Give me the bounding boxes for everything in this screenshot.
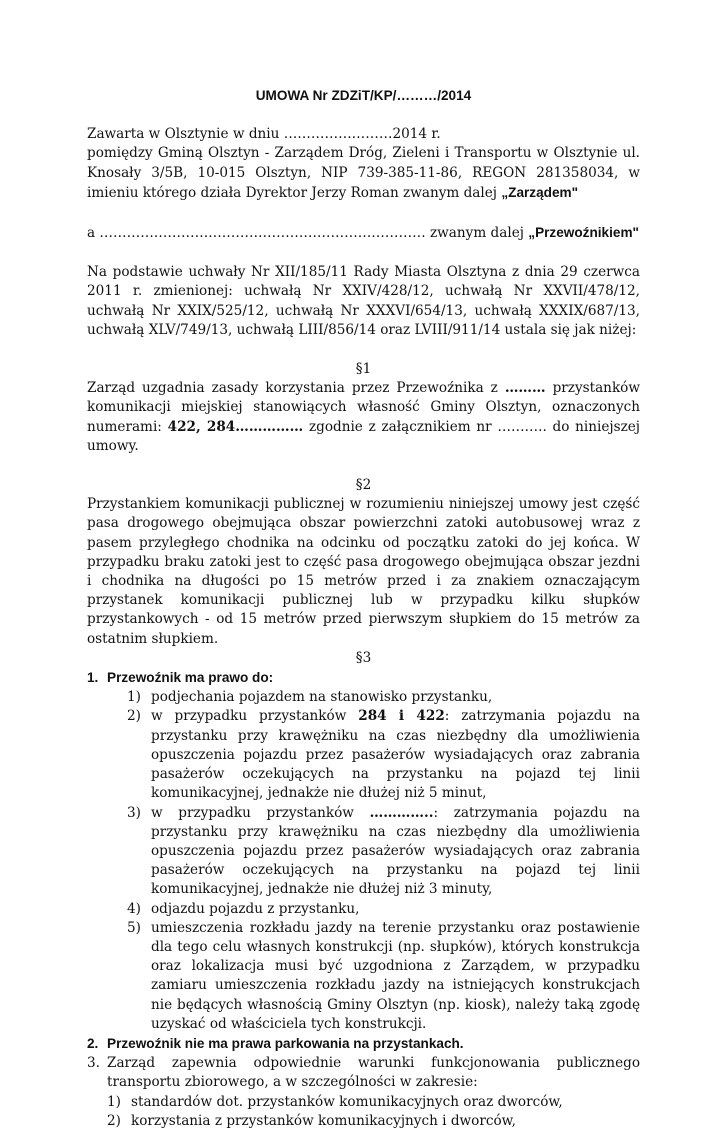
s3-p2-num: 2. xyxy=(87,1035,99,1051)
contract-title: UMOWA Nr ZDZiT/KP/………/2014 xyxy=(255,88,472,103)
item-num: 3) xyxy=(127,804,141,821)
party2-line xyxy=(87,223,640,243)
item-num: 2) xyxy=(127,708,141,725)
s1-count: ……… xyxy=(504,380,546,397)
s1-stop-numbers: 422, 284…………… xyxy=(167,418,304,435)
item-text: w przypadku przystanków xyxy=(151,804,370,821)
section-2-heading: §2 xyxy=(355,477,372,494)
item-num: 1) xyxy=(107,1093,121,1110)
item-num: 4) xyxy=(127,900,141,917)
s3-point-2 xyxy=(87,1034,640,1054)
list-item xyxy=(107,900,640,919)
item-num: 5) xyxy=(127,919,141,936)
item-text: : zatrzymania pojazdu na przystanku przy krawężniku na czas niezbędny dla umożliwienia opuszczenia pojazdu przez pasażerów wysiadających oraz zabrania pasażerów oczekujących na przystanku na pojazd tej linii komunikacyjnej, jednakże nie dłużej niż 5 minut, xyxy=(151,708,640,802)
item-text: umieszczenia rozkładu jazdy na terenie przystanku oraz postawienie dla tego celu własnych konstrukcji (np. słupków), których konstrukcja oraz lokalizacja musi być uzgodniona z Zarządem, w przypadku zamiaru umieszczenia rozkładu jazdy na istniejących konstrukcjach nie będących własnością Gminy Olsztyn (np. kiosk), należy taką zgodę uzyskać od właściciela tych konstrukcji. xyxy=(151,919,640,1032)
intro-text: pomiędzy Gminą Olsztyn - Zarządem Dróg, Zieleni i Transportu w Olsztynie ul. Knosały 3/5B, 10-015 Olsztyn, NIP 739-385-11-86, REGON 281358034, w imieniu którego działa Dyrektor Jerzy Roman zwanym dalej xyxy=(87,145,640,201)
list-item xyxy=(87,1093,640,1112)
s3-p2-heading: Przewoźnik nie ma prawa parkowania na przystankach. xyxy=(107,1035,464,1051)
s1-text-a: Zarząd uzgadnia zasady korzystania przez Przewoźnika z xyxy=(87,380,505,397)
party2-text: a ……………………………………………………………… zwanym dalej xyxy=(87,225,529,242)
s3-point-1 xyxy=(87,668,640,1034)
item-text: korzystania z przystanków komunikacyjnych i dworców, xyxy=(131,1112,517,1129)
list-item xyxy=(87,1112,640,1131)
legal-basis: Na podstawie uchwały Nr XII/185/11 Rady Miasta Olsztyna z dnia 29 czerwca 2011 r. zmienionej: uchwałą Nr XXIV/428/12, uchwałą Nr XXVII/478/12, uchwałą Nr XXIX/525/12, uchwałą Nr XXXVI/654/13, uchwałą XXXIX/687/13, uchwałą XLV/749/13, uchwałą LIII/856/14 oraz LVIII/911/14 ustala się jak niżej: xyxy=(87,264,640,338)
s3-point-3 xyxy=(87,1054,640,1131)
item-text: podjechania pojazdem na stanowisko przystanku, xyxy=(151,689,493,706)
section-2-text: Przystankiem komunikacji publicznej w rozumieniu niniejszej umowy jest część pasa drogowego obejmująca obszar powierzchni zatoki autobusowej wraz z pasem przyległego chodnika na odcinku od początku zatoki do jej końca. W przypadku braku zatoki jest to część pasa drogowego obejmująca obszar jezdni i chodnika na długości po 15 metrów przed i za znakiem oznaczającym przystanek komunikacji publicznej lub w przypadku kilku słupków przystankowych - od 15 metrów przed pierwszym słupkiem do 15 metrów za ostatnim słupkiem. xyxy=(87,496,640,647)
section-3-heading: §3 xyxy=(355,649,372,666)
item-bold: 284 i 422 xyxy=(358,708,445,725)
party-zarzad: „Zarządem" xyxy=(501,184,579,200)
s3-p3-sublist xyxy=(87,1093,640,1131)
item-text: odjazdu pojazdu z przystanku, xyxy=(151,900,360,917)
list-item xyxy=(107,804,640,900)
party-przewoznik: „Przewoźnikiem" xyxy=(528,225,639,241)
item-text: standardów dot. przystanków komunikacyjnych oraz dworców, xyxy=(131,1093,563,1110)
item-num: 2) xyxy=(107,1112,121,1129)
list-item xyxy=(107,919,640,1034)
section-1-heading: §1 xyxy=(355,361,372,378)
item-text: : zatrzymania pojazdu na przystanku przy krawężniku na czas niezbędny dla umożliwienia opuszczenia pojazdu przez pasażerów wysiadających oraz zabrania pasażerów oczekujących na przystanku na pojazd tej linii komunikacyjnej, jednakże nie dłużej niż 3 minuty, xyxy=(151,804,640,898)
s3-p1-heading: Przewoźnik ma prawo do: xyxy=(107,670,274,686)
item-bold: ………….. xyxy=(369,804,434,821)
s3-p1-num: 1. xyxy=(87,670,99,686)
intro-date-line: Zawarta w Olsztynie w dniu ……………………2014 r. xyxy=(87,126,441,143)
s3-p1-sublist xyxy=(107,688,640,1034)
item-num: 1) xyxy=(127,689,141,706)
s1-text-b: przystanków komunikacji miejskiej stanowiących własność Gminy Olsztyn, oznaczonych numerami: xyxy=(87,380,640,435)
s3-p3-text: Zarząd zapewnia odpowiednie warunki funkcjonowania publicznego transportu zbiorowego, a w szczególności w zakresie: xyxy=(107,1055,640,1091)
section-3-list xyxy=(87,668,640,1131)
item-text: w przypadku przystanków xyxy=(151,708,359,725)
s3-p3-num: 3. xyxy=(87,1055,100,1072)
s1-text-c: zgodnie z załącznikiem nr ……….. do niniejszej umowy. xyxy=(87,418,641,454)
intro-parties xyxy=(87,144,640,203)
list-item xyxy=(107,707,640,803)
section-1-text xyxy=(87,379,640,456)
list-item xyxy=(107,688,640,707)
